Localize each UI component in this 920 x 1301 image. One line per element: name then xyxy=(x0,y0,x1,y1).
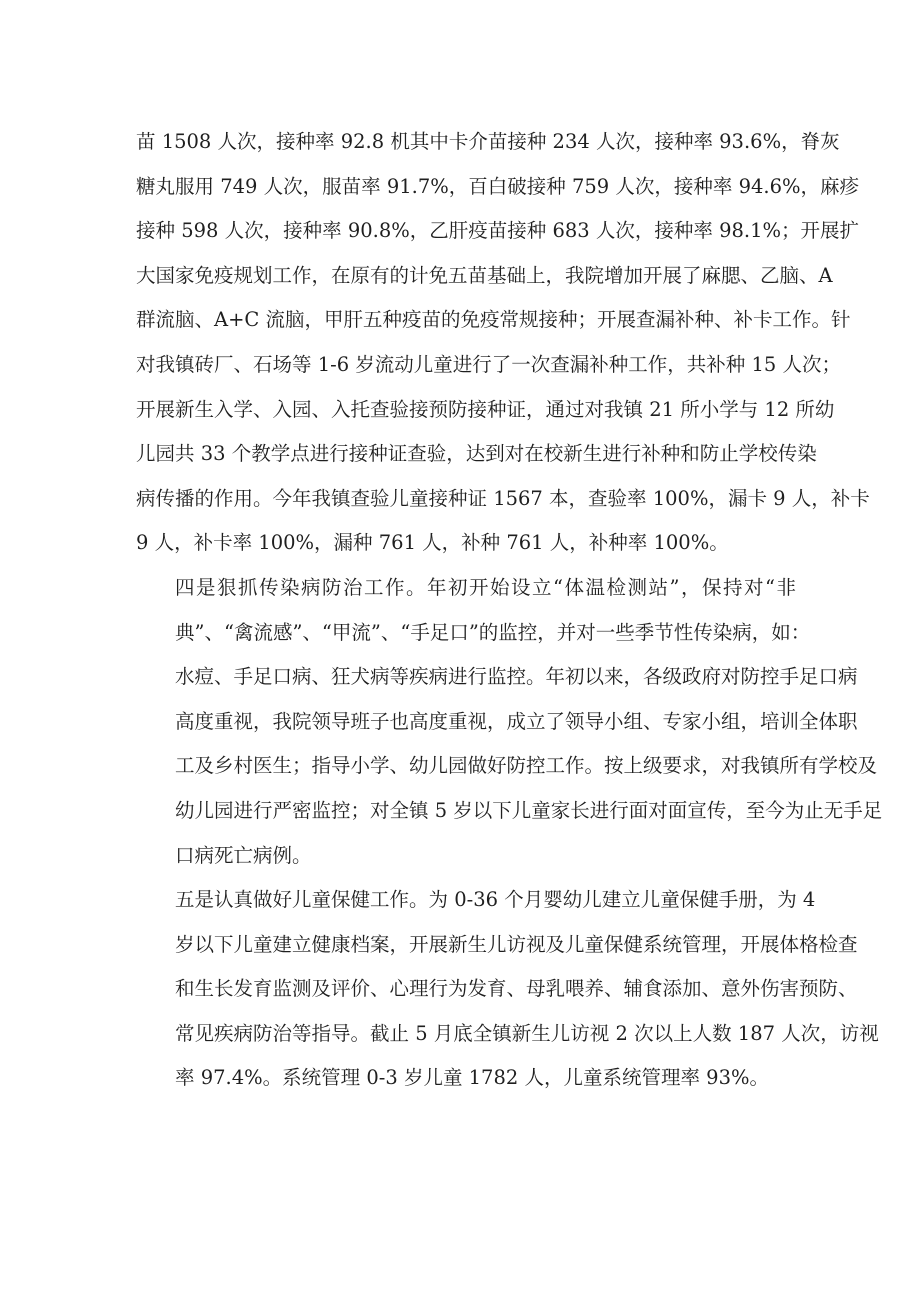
text-line: 开展新生入学、入园、入托查验接预防接种证，通过对我镇 21 所小学与 12 所幼 xyxy=(136,397,835,421)
paragraph-vaccination-stats xyxy=(136,120,870,566)
text-line: 9 人，补卡率 100%，漏种 761 人，补种 761 人，补种率 100%。 xyxy=(136,531,729,555)
text-line: 典”、“禽流感”、“甲流”、“手足口”的监控，并对一些季节性传染病，如： xyxy=(175,620,811,644)
document-body xyxy=(136,120,883,1101)
text-line: 高度重视，我院领导班子也高度重视，成立了领导小组、专家小组，培训全体职 xyxy=(175,709,858,733)
text-line: 大国家免疫规划工作，在原有的计免五苗基础上，我院增加开展了麻腮、乙脑、A xyxy=(136,263,833,287)
text-line: 苗 1508 人次，接种率 92.8 机其中卡介苗接种 234 人次，接种率 93.6%，脊灰 xyxy=(136,130,840,153)
text-line: 常见疾病防治等指导。截止 5 月底全镇新生儿访视 2 次以上人数 187 人次，访视 xyxy=(175,1021,879,1045)
paragraph-child-healthcare xyxy=(136,878,879,1101)
text-line: 病传播的作用。今年我镇查验儿童接种证 1567 本，查验率 100%，漏卡 9 人，补卡 xyxy=(136,486,870,510)
text-line: 岁以下儿童建立健康档案，开展新生儿访视及儿童保健系统管理，开展体格检查 xyxy=(175,932,858,956)
text-line: 工及乡村医生；指导小学、幼儿园做好防控工作。按上级要求，对我镇所有学校及 xyxy=(175,754,878,778)
text-line: 接种 598 人次，接种率 90.8%，乙肝疫苗接种 683 人次，接种率 98.1%；开展扩 xyxy=(136,219,860,243)
paragraph-infectious-disease xyxy=(136,566,883,878)
text-line: 率 97.4%。系统管理 0-3 岁儿童 1782 人，儿童系统管理率 93%。 xyxy=(175,1066,770,1090)
text-line: 水痘、手足口病、狂犬病等疾病进行监控。年初以来，各级政府对防控手足口病 xyxy=(175,665,858,689)
text-line: 五是认真做好儿童保健工作。为 0-36 个月婴幼儿建立儿童保健手册，为 4 xyxy=(175,888,816,912)
text-line: 对我镇砖厂、石场等 1-6 岁流动儿童进行了一次查漏补种工作，共补种 15 人次； xyxy=(136,352,842,376)
text-line: 群流脑、A+C 流脑，甲肝五种疫苗的免疫常规接种；开展查漏补种、补卡工作。针 xyxy=(136,308,851,332)
text-line: 四是狠抓传染病防治工作。年初开始设立“体温检测站”，保持对“非 xyxy=(175,575,796,599)
text-line: 和生长发育监测及评价、心理行为发育、母乳喂养、辅食添加、意外伤害预防、 xyxy=(175,977,858,1001)
text-line: 口病死亡病例。 xyxy=(175,843,312,867)
text-line: 儿园共 33 个教学点进行接种证查验，达到对在校新生进行补种和防止学校传染 xyxy=(136,442,817,466)
text-line: 幼儿园进行严密监控；对全镇 5 岁以下儿童家长进行面对面宣传，至今为止无手足 xyxy=(175,798,883,822)
text-line: 糖丸服用 749 人次，服苗率 91.7%，百白破接种 759 人次，接种率 94.6%，麻疹 xyxy=(136,174,860,198)
